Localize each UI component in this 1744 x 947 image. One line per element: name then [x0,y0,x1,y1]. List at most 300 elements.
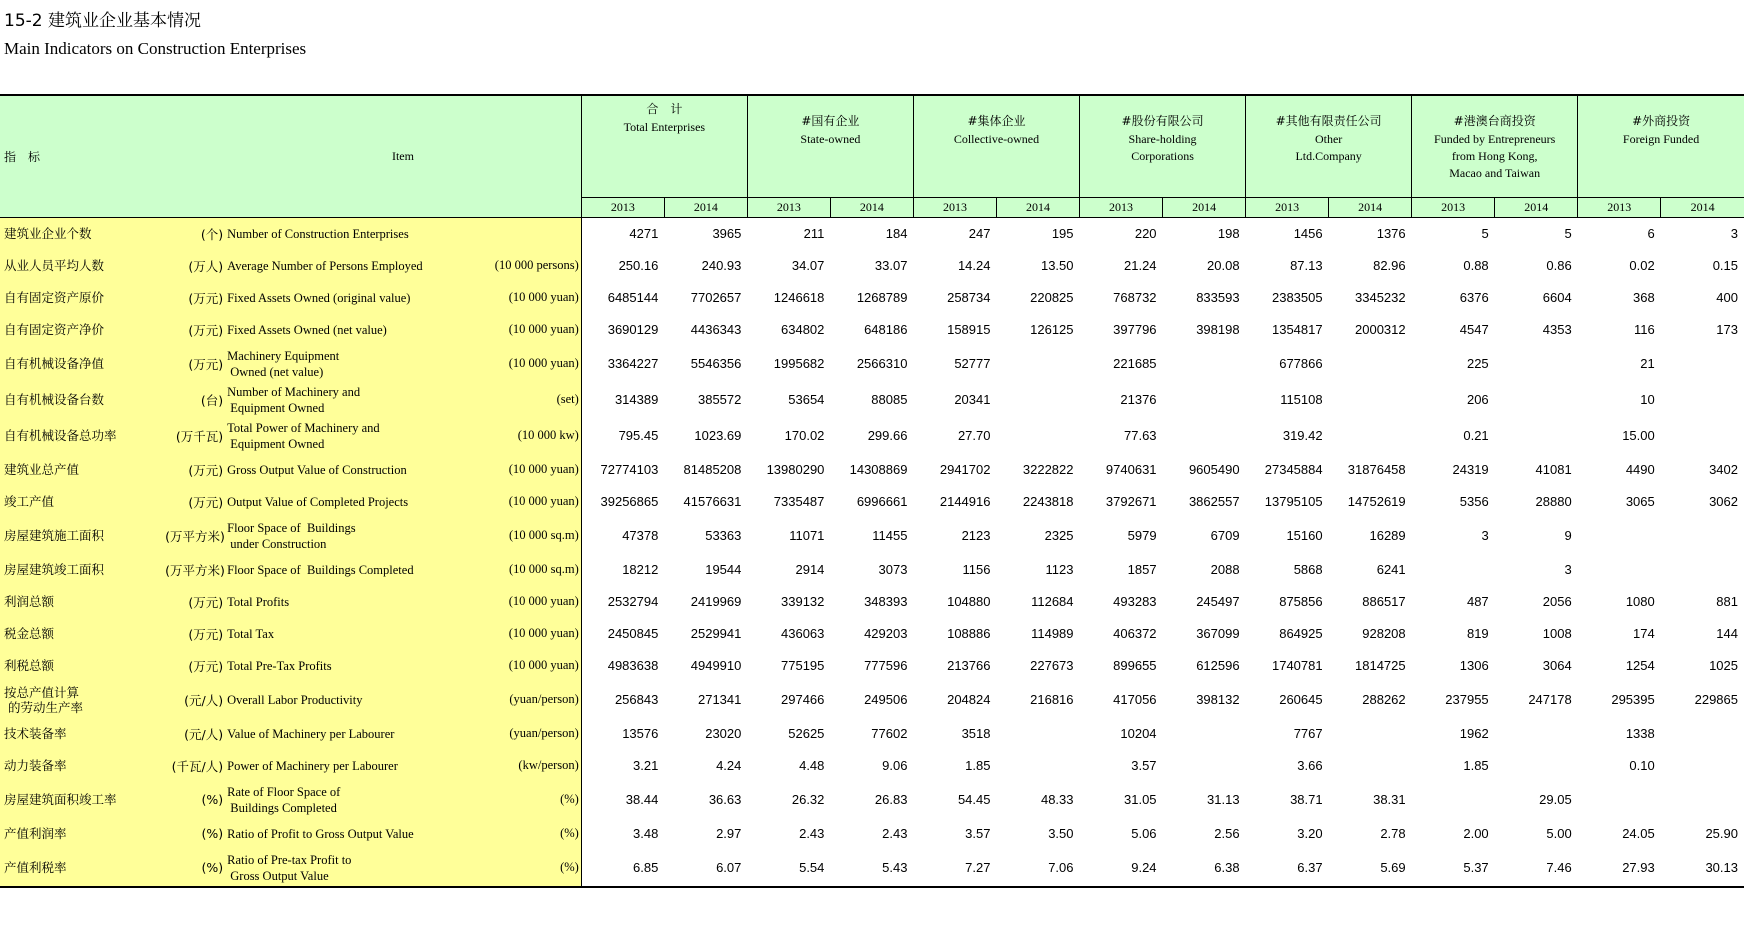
table-cell-value: 634802 [781,322,825,337]
header-group-en: State-owned [800,132,861,146]
table-cell-value: 4.24 [716,758,742,773]
table-cell-value [1578,518,1661,554]
table-cell-value: 48.33 [1040,792,1074,807]
row-label-en [225,586,440,618]
row-unit-en: (10 000 yuan) [440,650,581,682]
table-cell-value: 173 [1716,322,1738,337]
table-cell-value: 493283 [1113,594,1157,609]
table-cell-value: 3.50 [1048,826,1074,841]
table-cell-value: 5.54 [747,850,830,887]
table-cell-value: 53654 [788,392,825,407]
row-unit-cn: (%) [165,782,225,818]
table-cell-value: 4490 [1625,462,1655,477]
table-cell-value: 13576 [622,726,659,741]
table-cell-value: 38.44 [625,792,659,807]
table-cell-value: 9.06 [882,758,908,773]
table-cell-value: 2532794 [607,594,659,609]
table-cell-value: 23020 [705,726,742,741]
table-cell-value: 0.88 [1463,258,1489,273]
row-unit-cn: (千瓦/人) [165,750,225,782]
row-label-en [225,454,440,486]
table-row [0,486,1744,518]
header-group-en: Macao and Taiwan [1449,166,1541,180]
row-label-en-line: Number of Machinery and [227,384,361,399]
row-label-en-line: Total Pre-Tax Profits [227,658,332,673]
table-row [0,250,1744,282]
row-unit-en: (set) [440,382,581,418]
header-group-en: Share-holding [1128,132,1197,146]
row-unit-cn: (万元) [165,586,225,618]
table-cell-value: 3 [1564,562,1572,577]
header-group-3 [1080,95,1246,197]
page-title-cn: 15-2 建筑业企业基本情况 [4,11,201,31]
row-label-cn: 从业人员平均人数 [0,250,165,282]
table-cell-value [1329,382,1412,418]
row-label-en-line: Machinery Equipment [227,348,340,363]
table-cell-value: 6.07 [664,850,747,887]
table-cell-value: 114989 [1031,626,1074,641]
row-label-cn: 自有机械设备台数 [0,382,165,418]
table-cell-value: 10204 [1120,726,1157,741]
table-cell-value: 31876458 [1347,462,1406,477]
table-cell-value: 54.45 [957,792,991,807]
table-cell-value: 1025 [1709,658,1738,673]
row-unit-cn: (万人) [165,250,225,282]
row-unit-cn: (个) [165,217,225,250]
table-cell-value [1329,750,1412,782]
table-cell-value: 1857 [1127,562,1157,577]
table-cell-value: 0.21 [1463,428,1489,443]
header-year: 2014 [1495,197,1578,217]
header-year: 2014 [1329,197,1412,217]
table-cell-value: 240.93 [701,258,742,273]
table-cell-value [1578,782,1661,818]
header-group-en: Other [1314,132,1343,146]
row-label-en [225,850,440,887]
table-row [0,418,1744,454]
table-cell-value: 3965 [712,226,742,241]
row-label-cn: 产值利润率 [0,818,165,850]
table-cell-value: 174 [1633,626,1655,641]
row-unit-en: (%) [440,850,581,887]
table-cell-value: 1156 [962,562,991,577]
table-cell-value: 27.93 [1578,850,1661,887]
table-cell-value: 249506 [864,692,908,707]
table-cell-value: 7702657 [690,290,742,305]
row-label-cn: 产值利税率 [0,850,165,887]
table-cell-value: 3.57 [965,826,991,841]
table-cell-value: 2056 [1542,594,1572,609]
row-label-en [225,382,440,418]
table-cell-value: 2.56 [1214,826,1240,841]
table-cell-value: 28880 [1535,494,1572,509]
table-cell-value: 5979 [1127,528,1157,543]
row-label-cn: 自有固定资产净价 [0,314,165,346]
table-cell-value: 38.31 [1373,792,1406,807]
header-group-en: Total Enterprises [623,120,706,134]
header-year: 2013 [1412,197,1495,217]
table-cell-value: 204824 [947,692,991,707]
row-unit-en: (10 000 yuan) [440,282,581,314]
table-cell-value: 1814725 [1355,658,1406,673]
header-group-cn: #股份有限公司 [1121,114,1204,128]
row-label-cn: 税金总额 [0,618,165,650]
row-unit-en: (10 000 sq.m) [440,518,581,554]
table-cell-value: 10 [1640,392,1655,407]
table-cell-value [1495,750,1578,782]
header-row-groups [0,95,1744,197]
table-cell-value: 26.32 [791,792,825,807]
table-cell-value: 1354817 [1271,322,1323,337]
row-label-cn: 建筑业总产值 [0,454,165,486]
table-cell-value: 5.00 [1546,826,1572,841]
row-label-cn: 建筑业企业个数 [0,217,165,250]
row-unit-cn: (元/人) [165,682,225,718]
table-cell-value: 126125 [1030,322,1074,337]
row-unit-en: (10 000 yuan) [440,586,581,618]
table-cell-value: 3.21 [633,758,659,773]
table-cell-value [1412,782,1495,818]
row-unit-cn: (万平方米) [165,554,225,586]
table-cell-value [1163,418,1246,454]
table-cell-value: 6996661 [856,494,908,509]
table-cell-value [996,718,1079,750]
table-cell-value: 3.57 [1131,758,1157,773]
table-row [0,850,1744,887]
header-year: 2014 [1661,197,1744,217]
row-label-cn: 房屋建筑面积竣工率 [0,782,165,818]
table-cell-value: 115108 [1280,392,1323,407]
table-cell-value [1661,382,1744,418]
table-cell-value: 348393 [864,594,908,609]
table-cell-value: 2.97 [716,826,742,841]
row-label-en-line: Gross Output Value [227,868,329,883]
table-cell-value: 5546356 [690,356,742,371]
header-year: 2013 [1578,197,1661,217]
table-cell-value [1661,718,1744,750]
table-cell-value: 158915 [947,322,991,337]
table-cell-value: 3792671 [1105,494,1157,509]
table-cell-value: 221685 [1113,356,1157,371]
table-cell-value: 5 [1564,226,1572,241]
header-year: 2013 [1080,197,1163,217]
table-cell-value: 795.45 [618,428,659,443]
row-label-en [225,518,440,554]
table-cell-value: 2941702 [939,462,991,477]
table-cell-value [1163,718,1246,750]
row-unit-cn: (万千瓦) [165,418,225,454]
indicator-table-wrap [0,94,1744,888]
table-cell-value [1661,782,1744,818]
table-cell-value: 9.24 [1080,850,1163,887]
table-cell-value: 5.69 [1329,850,1412,887]
table-cell-value: 271341 [697,692,742,707]
table-cell-value: 260645 [1279,692,1323,707]
table-cell-value: 247178 [1528,692,1572,707]
table-cell-value: 13795105 [1264,494,1323,509]
header-group-en: Funded by Entrepreneurs [1434,132,1556,146]
row-label-cn: 竣工产值 [0,486,165,518]
row-label-en [225,618,440,650]
table-cell-value: 18212 [622,562,659,577]
table-cell-value: 1023.69 [694,428,742,443]
table-cell-value: 41081 [1535,462,1572,477]
row-label-en-line: Buildings Completed [227,800,337,815]
table-cell-value: 7.46 [1495,850,1578,887]
table-cell-value: 237955 [1445,692,1489,707]
table-cell-value: 0.02 [1629,258,1655,273]
table-row [0,618,1744,650]
table-cell-value [1661,418,1744,454]
table-cell-value: 3 [1481,528,1489,543]
row-unit-cn: (万元) [165,650,225,682]
table-cell-value [1495,346,1578,382]
table-row [0,382,1744,418]
table-cell-value: 2243818 [1022,494,1074,509]
table-cell-value [1495,382,1578,418]
table-cell-value: 6485144 [607,290,659,305]
table-cell-value: 2325 [1044,528,1074,543]
row-unit-cn: (万元) [165,454,225,486]
row-label-en-line: Ratio of Profit to Gross Output Value [227,826,414,841]
row-unit-en: (10 000 yuan) [440,346,581,382]
table-cell-value: 875856 [1279,594,1323,609]
table-cell-value: 245497 [1196,594,1240,609]
table-cell-value: 768732 [1113,290,1157,305]
table-cell-value: 4547 [1459,322,1489,337]
table-cell-value: 256843 [614,692,659,707]
table-cell-value: 5.06 [1131,826,1157,841]
table-cell-value: 6709 [1210,528,1240,543]
table-cell-value: 2419969 [690,594,742,609]
table-cell-value: 881 [1716,594,1738,609]
table-cell-value: 7767 [1293,726,1323,741]
row-label-en-line: Overall Labor Productivity [227,692,363,707]
header-group-cn: #外商投资 [1632,114,1691,128]
table-cell-value: 3222822 [1022,462,1074,477]
table-row [0,346,1744,382]
table-cell-value: 1376 [1376,226,1406,241]
table-cell-value: 5.43 [830,850,913,887]
table-cell-value: 47378 [622,528,659,543]
header-group-cn: #其他有限责任公司 [1275,114,1382,128]
table-cell-value: 9740631 [1105,462,1157,477]
row-label-en-line: Number of Construction Enterprises [227,226,409,241]
table-cell-value: 406372 [1113,626,1157,641]
table-cell-value: 385572 [697,392,742,407]
header-item-en: Item [225,95,581,217]
table-cell-value: 0.86 [1546,258,1572,273]
row-label-en-line: Average Number of Persons Employed [227,258,423,273]
row-unit-cn: (元/人) [165,718,225,750]
table-cell-value: 14308869 [849,462,908,477]
table-cell-value: 1.85 [1463,758,1489,773]
table-cell-value: 833593 [1196,290,1240,305]
table-row [0,518,1744,554]
table-cell-value [1329,718,1412,750]
table-cell-value: 170.02 [784,428,825,443]
table-cell-value: 52777 [954,356,991,371]
header-group-en: Foreign Funded [1622,132,1700,146]
table-cell-value: 258734 [947,290,991,305]
table-cell-value: 0.15 [1712,258,1738,273]
row-label-en-line: under Construction [227,536,327,551]
row-label-en-line: Total Tax [227,626,275,641]
header-group-cn: #国有企业 [801,114,860,128]
table-cell-value: 53363 [705,528,742,543]
table-row [0,782,1744,818]
table-cell-value: 612596 [1196,658,1240,673]
row-label-en [225,750,440,782]
table-cell-value [996,346,1079,382]
table-cell-value: 198 [1217,226,1240,241]
table-cell-value: 417056 [1113,692,1157,707]
table-cell-value: 297466 [781,692,825,707]
row-unit-en: (yuan/person) [440,718,581,750]
table-cell-value [1495,718,1578,750]
table-cell-value: 288262 [1362,692,1406,707]
table-cell-value: 3345232 [1355,290,1406,305]
header-group-4 [1246,95,1412,197]
table-body [0,217,1744,887]
table-cell-value: 0.10 [1629,758,1655,773]
table-cell-value: 2.78 [1380,826,1406,841]
table-row [0,282,1744,314]
table-cell-value: 247 [968,226,991,241]
header-group-en: Ltd.Company [1295,149,1362,163]
row-label-cn: 利润总额 [0,586,165,618]
row-unit-en: (10 000 yuan) [440,486,581,518]
table-cell-value: 3062 [1709,494,1738,509]
table-cell-value: 2.43 [799,826,825,841]
table-cell-value: 14.24 [957,258,991,273]
row-label-cn: 自有固定资产原价 [0,282,165,314]
table-cell-value: 216816 [1030,692,1074,707]
table-cell-value: 211 [803,226,825,241]
table-cell-value: 5 [1481,226,1489,241]
header-group-2 [913,95,1079,197]
table-cell-value: 116 [1634,322,1655,337]
header-group-6 [1578,95,1744,197]
table-cell-value: 3065 [1625,494,1655,509]
table-cell-value: 4949910 [690,658,742,673]
row-label-en [225,346,440,382]
table-cell-value: 2123 [961,528,991,543]
table-cell-value: 436063 [781,626,825,641]
row-label-en [225,682,440,718]
row-unit-en: (10 000 yuan) [440,618,581,650]
table-cell-value [1495,418,1578,454]
table-cell-value: 11455 [872,528,908,543]
table-cell-value: 1740781 [1271,658,1323,673]
row-label-en-line: Floor Space of Buildings [227,520,356,535]
table-cell-value: 3073 [878,562,908,577]
table-cell-value: 677866 [1279,356,1323,371]
table-cell-value: 368 [1633,290,1655,305]
table-cell-value: 77602 [871,726,908,741]
table-cell-value: 38.71 [1290,792,1323,807]
row-label-cn: 房屋建筑施工面积 [0,518,165,554]
table-header [0,95,1744,217]
table-cell-value: 3.48 [633,826,659,841]
header-year: 2014 [830,197,913,217]
table-cell-value: 30.13 [1661,850,1744,887]
table-cell-value: 5868 [1293,562,1323,577]
row-label-en [225,650,440,682]
table-row [0,750,1744,782]
header-year: 2014 [664,197,747,217]
table-cell-value: 9605490 [1188,462,1240,477]
row-unit-en: (10 000 yuan) [440,314,581,346]
table-cell-value: 1254 [1625,658,1655,673]
table-cell-value: 229865 [1694,692,1738,707]
table-cell-value: 2566310 [856,356,908,371]
table-cell-value: 25.90 [1705,826,1738,841]
row-unit-en: (kw/person) [440,750,581,782]
table-cell-value: 3 [1730,226,1738,241]
row-label-en-line: Owned (net value) [227,364,324,379]
row-label-en-line: Fixed Assets Owned (net value) [227,322,387,337]
row-label-en-line: Output Value of Completed Projects [227,494,409,509]
table-cell-value [1578,554,1661,586]
table-cell-value: 4353 [1542,322,1572,337]
table-cell-value: 400 [1716,290,1738,305]
table-cell-value: 24319 [1452,462,1489,477]
row-unit-en: (%) [440,782,581,818]
table-cell-value: 2088 [1210,562,1240,577]
row-label-cn: 技术装备率 [0,718,165,750]
row-label-cn: 自有机械设备总功率 [0,418,165,454]
table-cell-value: 220 [1134,226,1157,241]
header-group-en: from Hong Kong, [1451,149,1538,163]
header-year: 2013 [747,197,830,217]
table-cell-value: 13.50 [1040,258,1074,273]
table-cell-value: 487 [1466,594,1489,609]
row-label-en-line: Total Power of Machinery and [227,420,380,435]
row-unit-en: (10 000 kw) [440,418,581,454]
header-group-cn: 合 计 [646,102,683,116]
table-cell-value: 777596 [864,658,908,673]
row-label-en [225,718,440,750]
row-unit-cn: (万平方米) [165,518,225,554]
table-cell-value: 6 [1647,226,1655,241]
row-label-en-line: Gross Output Value of Construction [227,462,407,477]
table-cell-value: 1306 [1459,658,1489,673]
table-cell-value: 775195 [781,658,825,673]
row-label-en [225,314,440,346]
table-row [0,314,1744,346]
table-cell-value: 144 [1716,626,1738,641]
row-label-cn: 自有机械设备净值 [0,346,165,382]
row-unit-cn: (万元) [165,314,225,346]
row-unit-cn: (万元) [165,486,225,518]
table-cell-value: 15.00 [1622,428,1655,443]
table-cell-value: 819 [1466,626,1489,641]
table-cell-value: 1246618 [773,290,825,305]
table-cell-value: 108886 [947,626,991,641]
row-unit-en: (10 000 persons) [440,250,581,282]
row-label-en-line: Power of Machinery per Labourer [227,758,398,773]
row-label-en-line: Equipment Owned [227,436,325,451]
row-label-cn: 利税总额 [0,650,165,682]
table-cell-value: 26.83 [874,792,908,807]
row-label-en [225,554,440,586]
table-cell-value [1329,418,1412,454]
row-unit-cn: (台) [165,382,225,418]
table-cell-value: 3402 [1709,462,1738,477]
table-cell-value: 14752619 [1347,494,1406,509]
table-cell-value [1661,554,1744,586]
